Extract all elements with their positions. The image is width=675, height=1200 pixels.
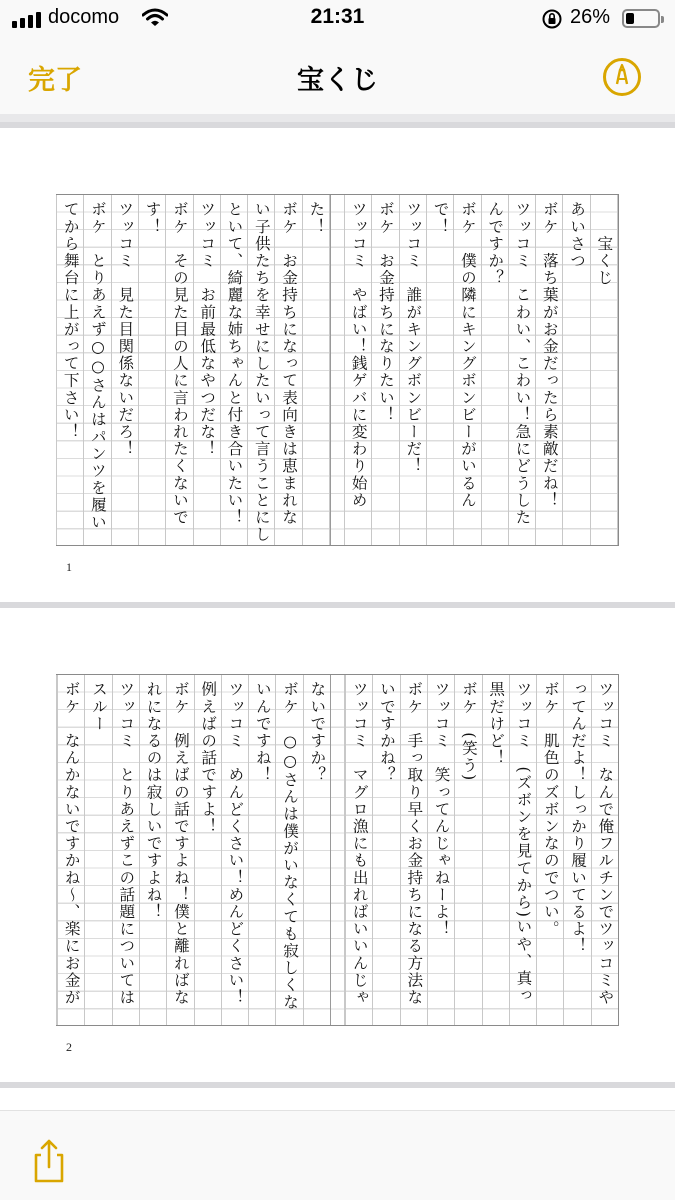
manuscript-line: 黒だけど！ bbox=[487, 681, 506, 767]
clock: 21:31 bbox=[310, 5, 365, 28]
manuscript-column bbox=[535, 195, 562, 545]
manuscript-column bbox=[139, 675, 166, 1025]
document-page bbox=[0, 122, 675, 608]
bottom-toolbar bbox=[0, 1110, 675, 1200]
manuscript-line: といて、綺麗な姉ちゃんと付き合いたい！ bbox=[225, 201, 244, 526]
page-number: 1 bbox=[66, 560, 72, 574]
manuscript-column bbox=[563, 675, 590, 1025]
manuscript-column bbox=[274, 195, 301, 545]
sheet-right-half bbox=[345, 195, 618, 545]
manuscript-line: ないですか？ bbox=[308, 681, 327, 784]
manuscript-column bbox=[84, 675, 111, 1025]
manuscript-line: ボケ ○○さんは僕がいなくても寂しくな bbox=[281, 681, 300, 1011]
battery-icon bbox=[622, 9, 660, 28]
manuscript-line: ボケ 肌色のズボンなのでつい。 bbox=[541, 681, 560, 938]
manuscript-line: スルー bbox=[89, 681, 108, 733]
manuscript-column bbox=[193, 195, 220, 545]
manuscript-line: い子供たちを幸せにしたいって言うことにし bbox=[252, 201, 271, 543]
manuscript-column bbox=[372, 675, 399, 1025]
manuscript-line: ツッコミ とりあえずこの話題については bbox=[117, 681, 136, 1006]
markup-pen-icon bbox=[606, 61, 638, 93]
manuscript-line: す！ bbox=[143, 201, 162, 236]
manuscript-line: ツッコミ お前最低なやつだな！ bbox=[198, 201, 217, 458]
manuscript-line: ボケ なんかないですかね〜、楽にお金が bbox=[62, 681, 81, 1006]
manuscript-column bbox=[482, 675, 509, 1025]
orientation-lock-icon bbox=[541, 8, 563, 30]
document-page bbox=[0, 602, 675, 1088]
page-number: 2 bbox=[66, 1040, 72, 1054]
manuscript-column bbox=[509, 675, 536, 1025]
manuscript-column bbox=[303, 675, 330, 1025]
manuscript-line: ボケ とりあえず○○さんはパンツを履い bbox=[88, 201, 107, 531]
manuscript-line: ボケ その見た目の人に言われたくないで bbox=[170, 201, 189, 526]
markup-button[interactable] bbox=[603, 58, 641, 96]
genkou-manuscript-sheet bbox=[56, 194, 619, 546]
manuscript-column bbox=[166, 675, 193, 1025]
manuscript-line: てから舞台に上がって下さい！ bbox=[61, 201, 80, 441]
manuscript-line: ボケ お金持ちになって表向きは恵まれな bbox=[280, 201, 299, 526]
share-button[interactable] bbox=[28, 1137, 70, 1185]
manuscript-line: 例えばの話ですよ！ bbox=[199, 681, 218, 835]
battery-level bbox=[626, 13, 634, 24]
manuscript-column bbox=[302, 195, 329, 545]
manuscript-column bbox=[344, 675, 345, 1025]
done-button[interactable]: 完了 bbox=[28, 58, 82, 97]
manuscript-column bbox=[345, 675, 372, 1025]
manuscript-line: いですかね？ bbox=[377, 681, 396, 784]
manuscript-column bbox=[590, 195, 617, 545]
share-icon bbox=[28, 1137, 70, 1185]
battery-percentage: 26% bbox=[570, 6, 611, 28]
status-bar bbox=[0, 0, 675, 40]
manuscript-line: んですか？ bbox=[486, 201, 505, 287]
manuscript-line: 宝くじ bbox=[595, 201, 614, 287]
manuscript-line: ツッコミ めんどくさい！めんどくさい！ bbox=[226, 681, 245, 1006]
manuscript-column bbox=[194, 675, 221, 1025]
document-page bbox=[0, 1082, 675, 1110]
navigation-bar bbox=[0, 40, 675, 114]
genkou-manuscript-sheet bbox=[56, 674, 619, 1026]
manuscript-column bbox=[453, 195, 480, 545]
manuscript-line: た！ bbox=[307, 201, 326, 236]
manuscript-column bbox=[247, 195, 274, 545]
sheet-gutter bbox=[330, 195, 345, 545]
manuscript-column bbox=[275, 675, 302, 1025]
manuscript-line: ツッコミ なんで俺フルチンでツッコミや bbox=[596, 681, 615, 1006]
manuscript-column bbox=[562, 195, 589, 545]
manuscript-line: ツッコミ 笑ってんじゃねーよ！ bbox=[432, 681, 451, 938]
sheet-left-half bbox=[57, 675, 330, 1025]
manuscript-line: ボケ (笑う) bbox=[459, 681, 478, 782]
manuscript-column bbox=[481, 195, 508, 545]
manuscript-column bbox=[454, 675, 481, 1025]
sheet-right-half bbox=[345, 675, 618, 1025]
manuscript-column bbox=[83, 195, 110, 545]
manuscript-column bbox=[221, 675, 248, 1025]
manuscript-line: ツッコミ 見た目関係ないだろ！ bbox=[116, 201, 135, 458]
manuscript-column bbox=[426, 195, 453, 545]
manuscript-column bbox=[111, 195, 138, 545]
manuscript-line: ボケ 僕の隣にキングボンビーがいるん bbox=[458, 201, 477, 509]
manuscript-column bbox=[427, 675, 454, 1025]
manuscript-column bbox=[56, 675, 57, 1025]
manuscript-column bbox=[344, 195, 371, 545]
manuscript-line: ボケ お金持ちになりたい！ bbox=[376, 201, 395, 424]
manuscript-column bbox=[57, 675, 84, 1025]
manuscript-column bbox=[220, 195, 247, 545]
document-viewer[interactable] bbox=[0, 114, 675, 1110]
manuscript-column bbox=[165, 195, 192, 545]
manuscript-column bbox=[112, 675, 139, 1025]
manuscript-line: ツッコミ (ズボンを見てから)いや、真っ bbox=[514, 681, 533, 1004]
manuscript-line: ボケ 落ち葉がお金だったら素敵だね！ bbox=[540, 201, 559, 509]
manuscript-column bbox=[248, 675, 275, 1025]
manuscript-column bbox=[508, 195, 535, 545]
carrier-name: docomo bbox=[48, 6, 120, 28]
manuscript-column bbox=[56, 195, 83, 545]
document-title: 宝くじ bbox=[297, 65, 378, 96]
manuscript-line: あいさつ bbox=[568, 201, 587, 270]
manuscript-column bbox=[591, 675, 618, 1025]
manuscript-column bbox=[400, 675, 427, 1025]
manuscript-line: ボケ 手っ取り早くお金持ちになる方法な bbox=[405, 681, 424, 1006]
manuscript-line: ツッコミ 誰がキングボンビーだ！ bbox=[404, 201, 423, 475]
manuscript-line: ツッコミ やばい！銭ゲバに変わり始め bbox=[349, 201, 368, 509]
manuscript-column bbox=[536, 675, 563, 1025]
manuscript-line: で！ bbox=[431, 201, 450, 236]
manuscript-line: れになるのは寂しいですよね！ bbox=[144, 681, 163, 921]
sheet-gutter bbox=[330, 675, 345, 1025]
manuscript-column bbox=[138, 195, 165, 545]
manuscript-column bbox=[399, 195, 426, 545]
manuscript-line: ツッコミ マグロ漁にも出ればいいんじゃ bbox=[350, 681, 369, 1006]
sheet-left-half bbox=[57, 195, 330, 545]
manuscript-line: ってんだよ！しっかり履いてるよ！ bbox=[569, 681, 588, 955]
manuscript-line: ボケ 例えばの話ですよね！僕と離ればな bbox=[171, 681, 190, 1006]
manuscript-column bbox=[371, 195, 398, 545]
manuscript-line: ツッコミ こわい、こわい！急にどうした bbox=[513, 201, 532, 526]
manuscript-line: いんですね！ bbox=[253, 681, 272, 784]
